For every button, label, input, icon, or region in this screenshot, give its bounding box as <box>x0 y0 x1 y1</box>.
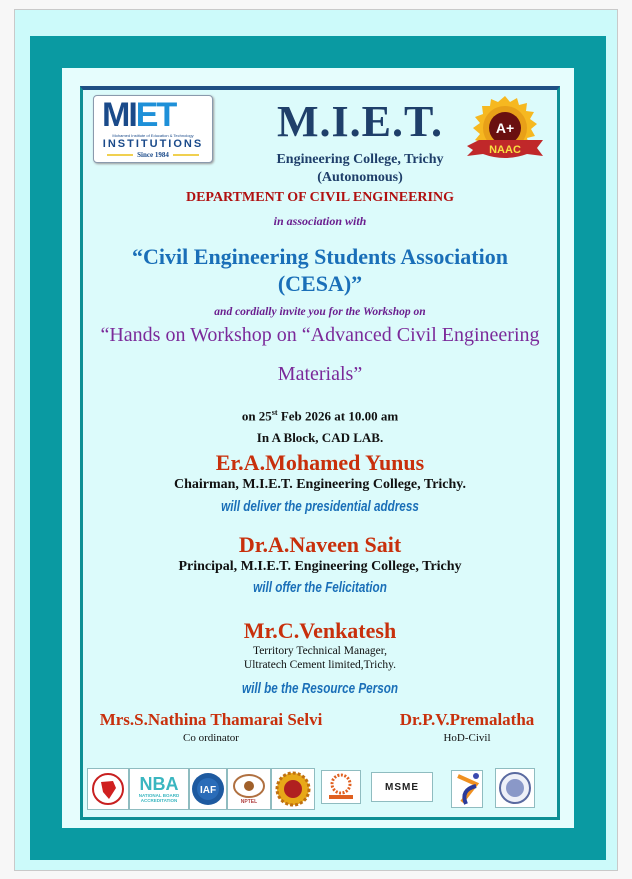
speaker-action: will deliver the presidential address <box>221 498 419 515</box>
svg-text:IAF: IAF <box>199 785 217 796</box>
speaker-action: will offer the Felicitation <box>253 579 387 596</box>
college-subtitle: Engineering College, Trichy <box>276 152 444 167</box>
nptel-logo: NPTEL <box>227 768 271 810</box>
speaker-role-line2: Ultratech Cement limited,Trichy. <box>243 659 397 671</box>
invite-text: and cordially invite you for the Workshop on <box>214 306 426 318</box>
india-emblem-logo <box>87 768 129 810</box>
nba-logo: NBA NATIONAL BOARD ACCREDITATION <box>129 768 189 810</box>
iaf-logo <box>189 768 227 810</box>
speaker-role-line1: Territory Technical Manager, <box>252 645 388 657</box>
speaker-name: Dr.A.Naveen Sait <box>238 532 402 557</box>
speaker-role: Chairman, M.I.E.T. Engineering College, Trichy. <box>173 477 467 492</box>
signatory-hod <box>383 710 551 744</box>
event-venue: In A Block, CAD LAB. <box>256 430 384 445</box>
invitation-poster <box>80 86 560 820</box>
ugc-logo <box>321 770 361 804</box>
speaker-action: will be the Resource Person <box>241 680 399 697</box>
signatory-role: HoD-Civil <box>443 732 491 744</box>
speaker-name: Er.A.Mohamed Yunus <box>215 450 425 475</box>
association-name-line1: “Civil Engineering Students Association <box>132 244 508 269</box>
aicte-logo <box>271 768 315 810</box>
workshop-title-line1: “Hands on Workshop on “Advanced Civil Engineering <box>100 324 540 346</box>
association-name-line2: (CESA)” <box>277 271 363 296</box>
college-status: (Autonomous) <box>317 170 403 185</box>
naac-grade: A+ <box>495 120 515 136</box>
miet-logo-letters: MIET <box>102 96 176 134</box>
miet-logo-since: Since 1984 <box>94 151 212 159</box>
signatory-name: Mrs.S.Nathina Thamarai Selvi <box>99 710 323 729</box>
signatory-coordinator <box>91 710 331 744</box>
college-title: M.I.E.T. <box>276 97 444 146</box>
accreditation-logos <box>87 768 555 812</box>
signatory-role: Co ordinator <box>183 732 239 744</box>
association-intro: in association with <box>273 214 367 228</box>
msme-logo: MSME <box>371 772 433 802</box>
event-date: on 25st Feb 2026 at 10.00 am <box>241 408 399 424</box>
startup-logo <box>451 770 483 808</box>
speaker-name: Mr.C.Venkatesh <box>243 618 397 643</box>
department-name: DEPARTMENT OF CIVIL ENGINEERING <box>185 190 454 205</box>
signatory-name: Dr.P.V.Premalatha <box>399 710 535 729</box>
workshop-title-line2: Materials” <box>277 363 363 385</box>
miet-logo-tagline: Mohamed Institute of Education & Technology <box>112 133 194 138</box>
speaker-role: Principal, M.I.E.T. Engineering College, Trichy <box>178 559 462 574</box>
miet-logo-word: INSTITUTIONS <box>102 138 204 150</box>
naac-label: NAAC <box>489 144 521 156</box>
university-seal-logo <box>495 768 535 808</box>
